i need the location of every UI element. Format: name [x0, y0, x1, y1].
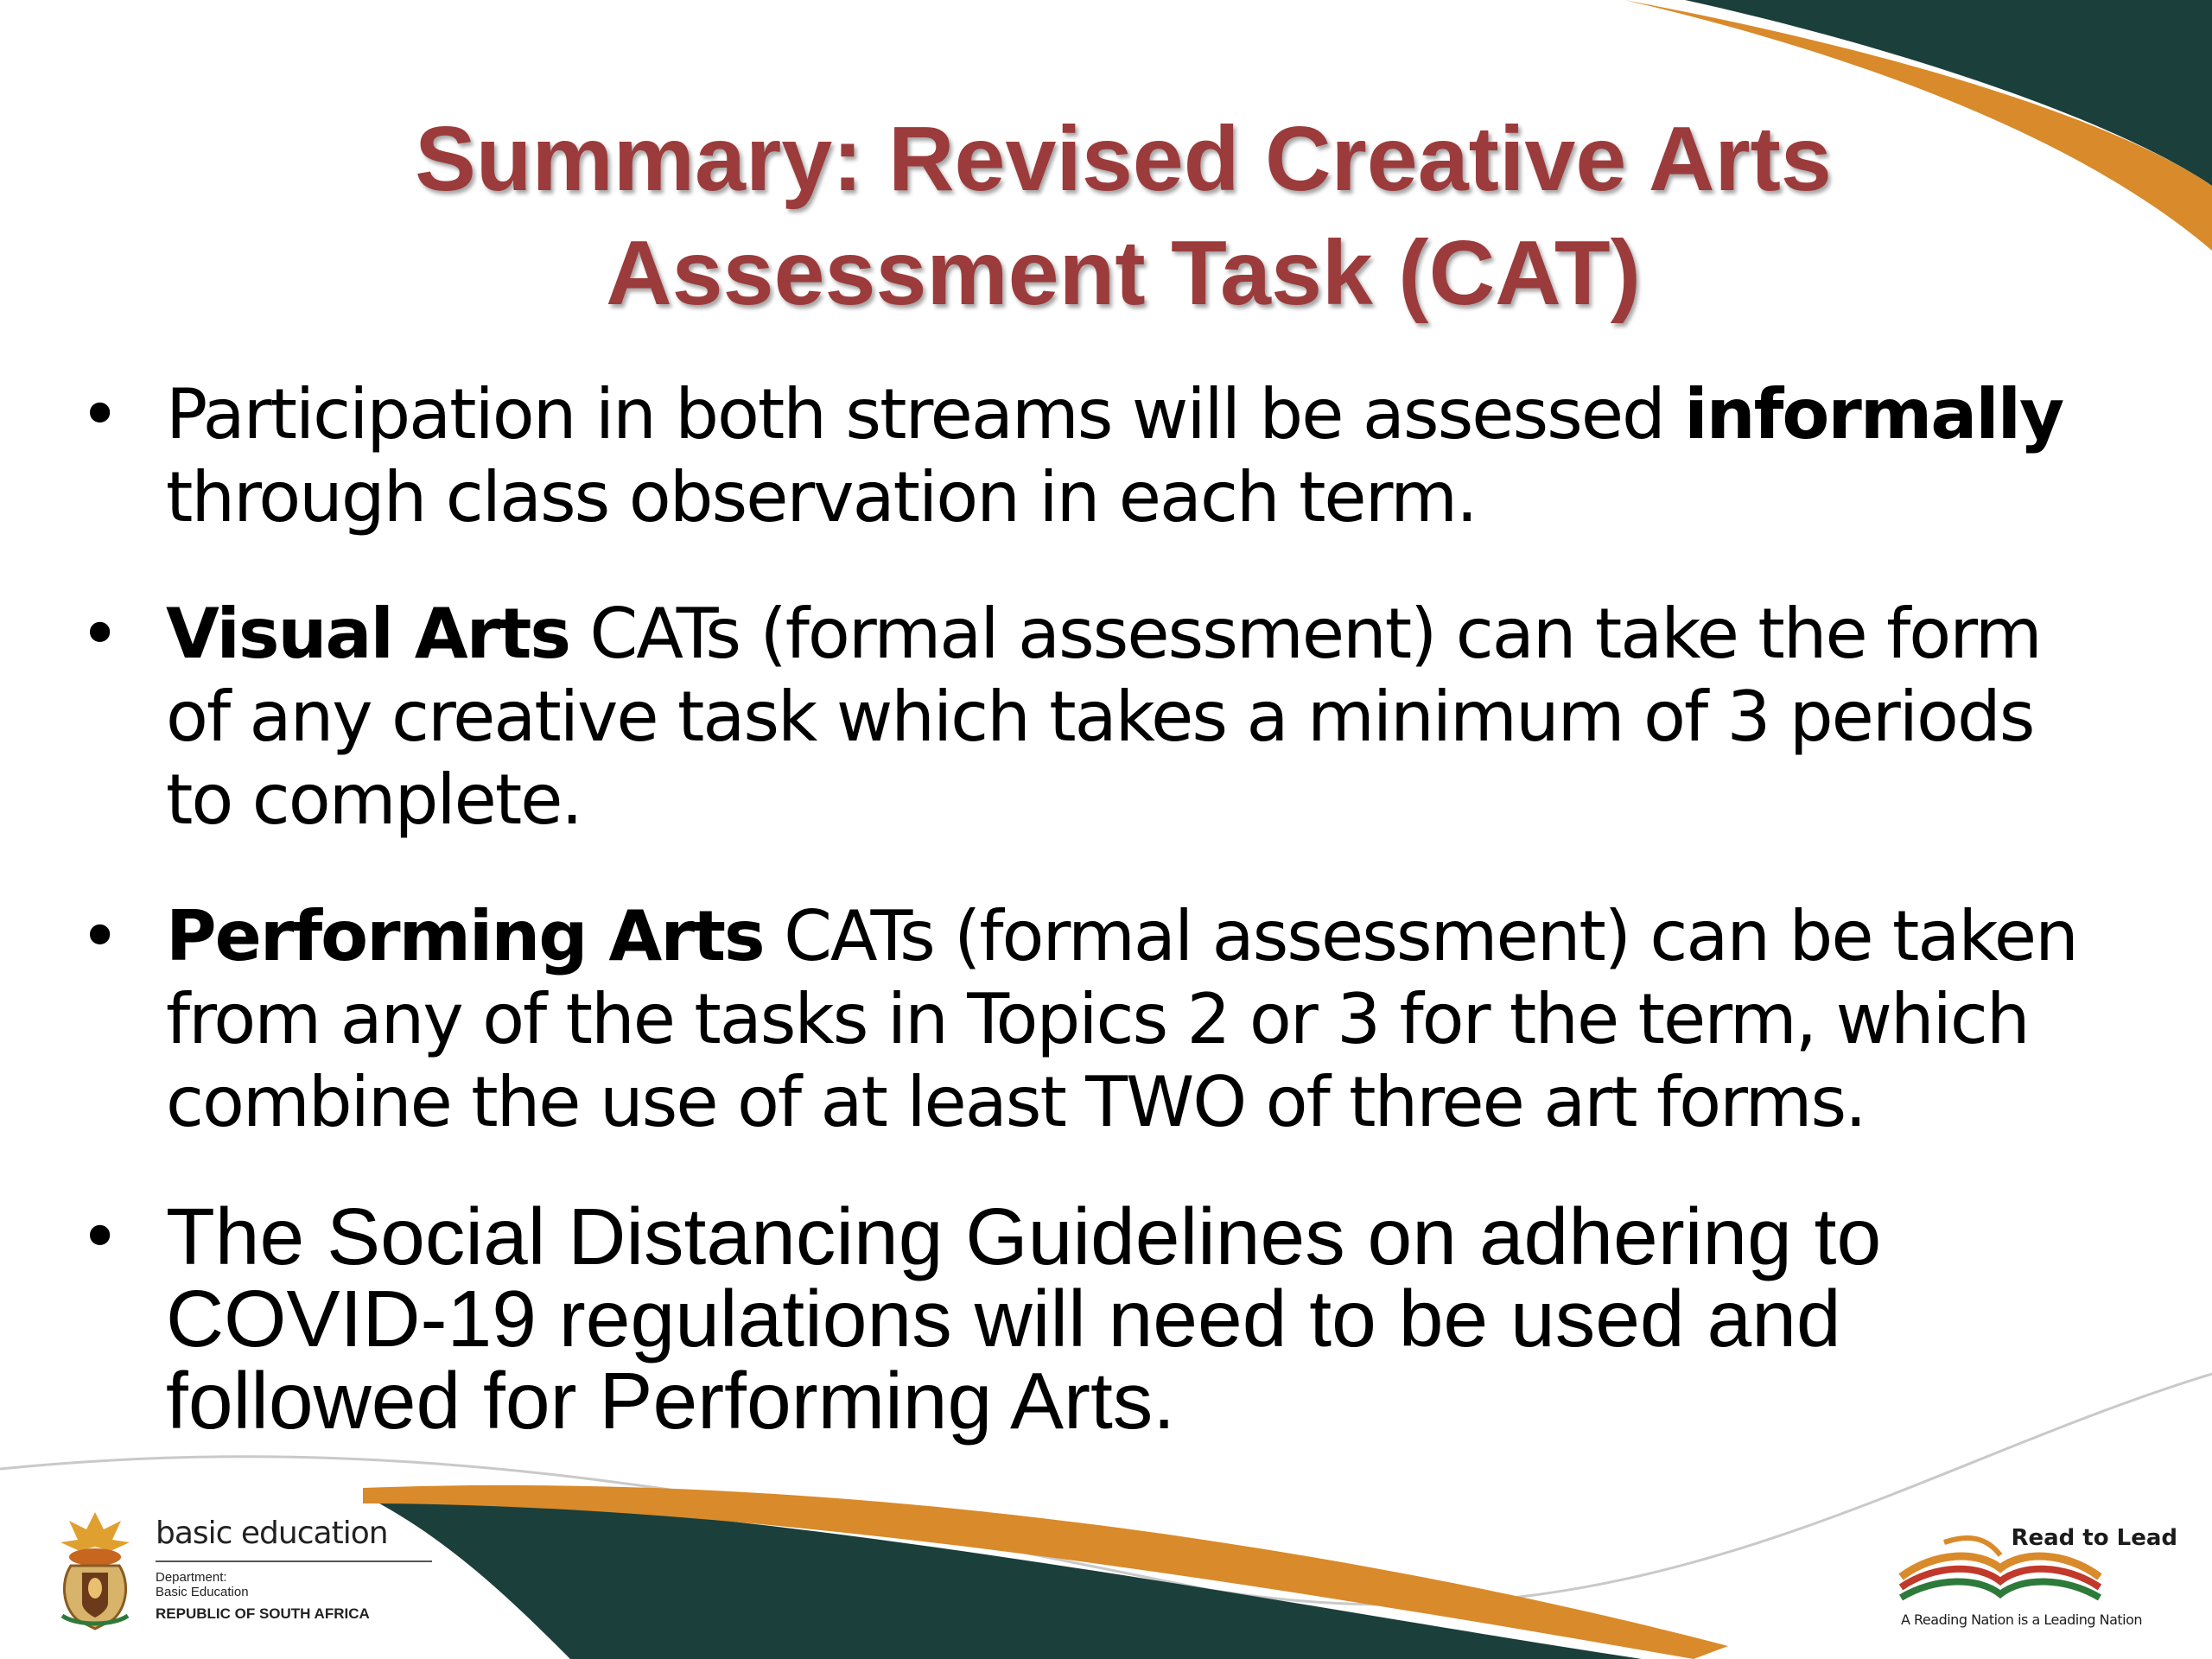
- department-label: Department:: [156, 1570, 227, 1585]
- coat-of-arms-icon: [43, 1503, 147, 1633]
- bullet-marker: •: [79, 1197, 121, 1277]
- country-label: REPUBLIC OF SOUTH AFRICA: [156, 1605, 370, 1622]
- bullet-line: [166, 593, 2162, 676]
- bullet-text: CATs (formal assessment) can take the form: [569, 594, 2041, 674]
- bullet-marker: •: [79, 896, 119, 976]
- bullet-item: [79, 373, 2162, 539]
- logo-divider: [156, 1560, 432, 1562]
- bullet-text: Participation in both streams will be assessed: [166, 374, 1685, 454]
- bullet-line: followed for Performing Arts.: [166, 1356, 1176, 1446]
- bullet-item: [79, 1192, 2162, 1446]
- basic-education-wordmark: basic education: [156, 1516, 388, 1551]
- bullet-line: to complete.: [166, 760, 582, 840]
- read-to-lead-logo: [1892, 1508, 2186, 1637]
- bullet-line: The Social Distancing Guidelines on adhering to: [166, 1192, 1882, 1281]
- bullet-bold-text: Performing Arts: [166, 896, 764, 976]
- slide-title-line-1: Summary: Revised Creative Arts: [415, 108, 1832, 210]
- slide-title-line-2: Assessment Task (CAT): [606, 222, 1641, 324]
- read-to-lead-title: Read to Lead: [2011, 1525, 2177, 1551]
- bullet-bold-text: Visual Arts: [166, 594, 569, 674]
- bullet-line: of any creative task which takes a minimum of 3 periods: [166, 677, 2034, 757]
- read-to-lead-tagline: A Reading Nation is a Leading Nation: [1901, 1611, 2143, 1628]
- bullet-item: [79, 895, 2162, 1144]
- bullet-marker: •: [79, 594, 119, 674]
- bullet-line: [166, 895, 2162, 978]
- bullet-line: through class observation in each term.: [166, 457, 1477, 537]
- bullet-item: [79, 593, 2162, 842]
- bullet-marker: •: [79, 374, 119, 454]
- basic-education-logo: [43, 1503, 406, 1633]
- department-name: Basic Education: [156, 1585, 249, 1599]
- bullet-line: from any of the tasks in Topics 2 or 3 for the term, which: [166, 979, 2029, 1059]
- bullet-bold-text: informally: [1684, 374, 2063, 454]
- bullet-line: combine the use of at least TWO of three art forms.: [166, 1062, 1866, 1142]
- bullet-line: [166, 373, 2162, 456]
- bullet-text: CATs (formal assessment) can be taken: [763, 896, 2077, 976]
- slide-title: [173, 102, 2074, 330]
- bullet-line: COVID-19 regulations will need to be used and: [166, 1274, 1841, 1363]
